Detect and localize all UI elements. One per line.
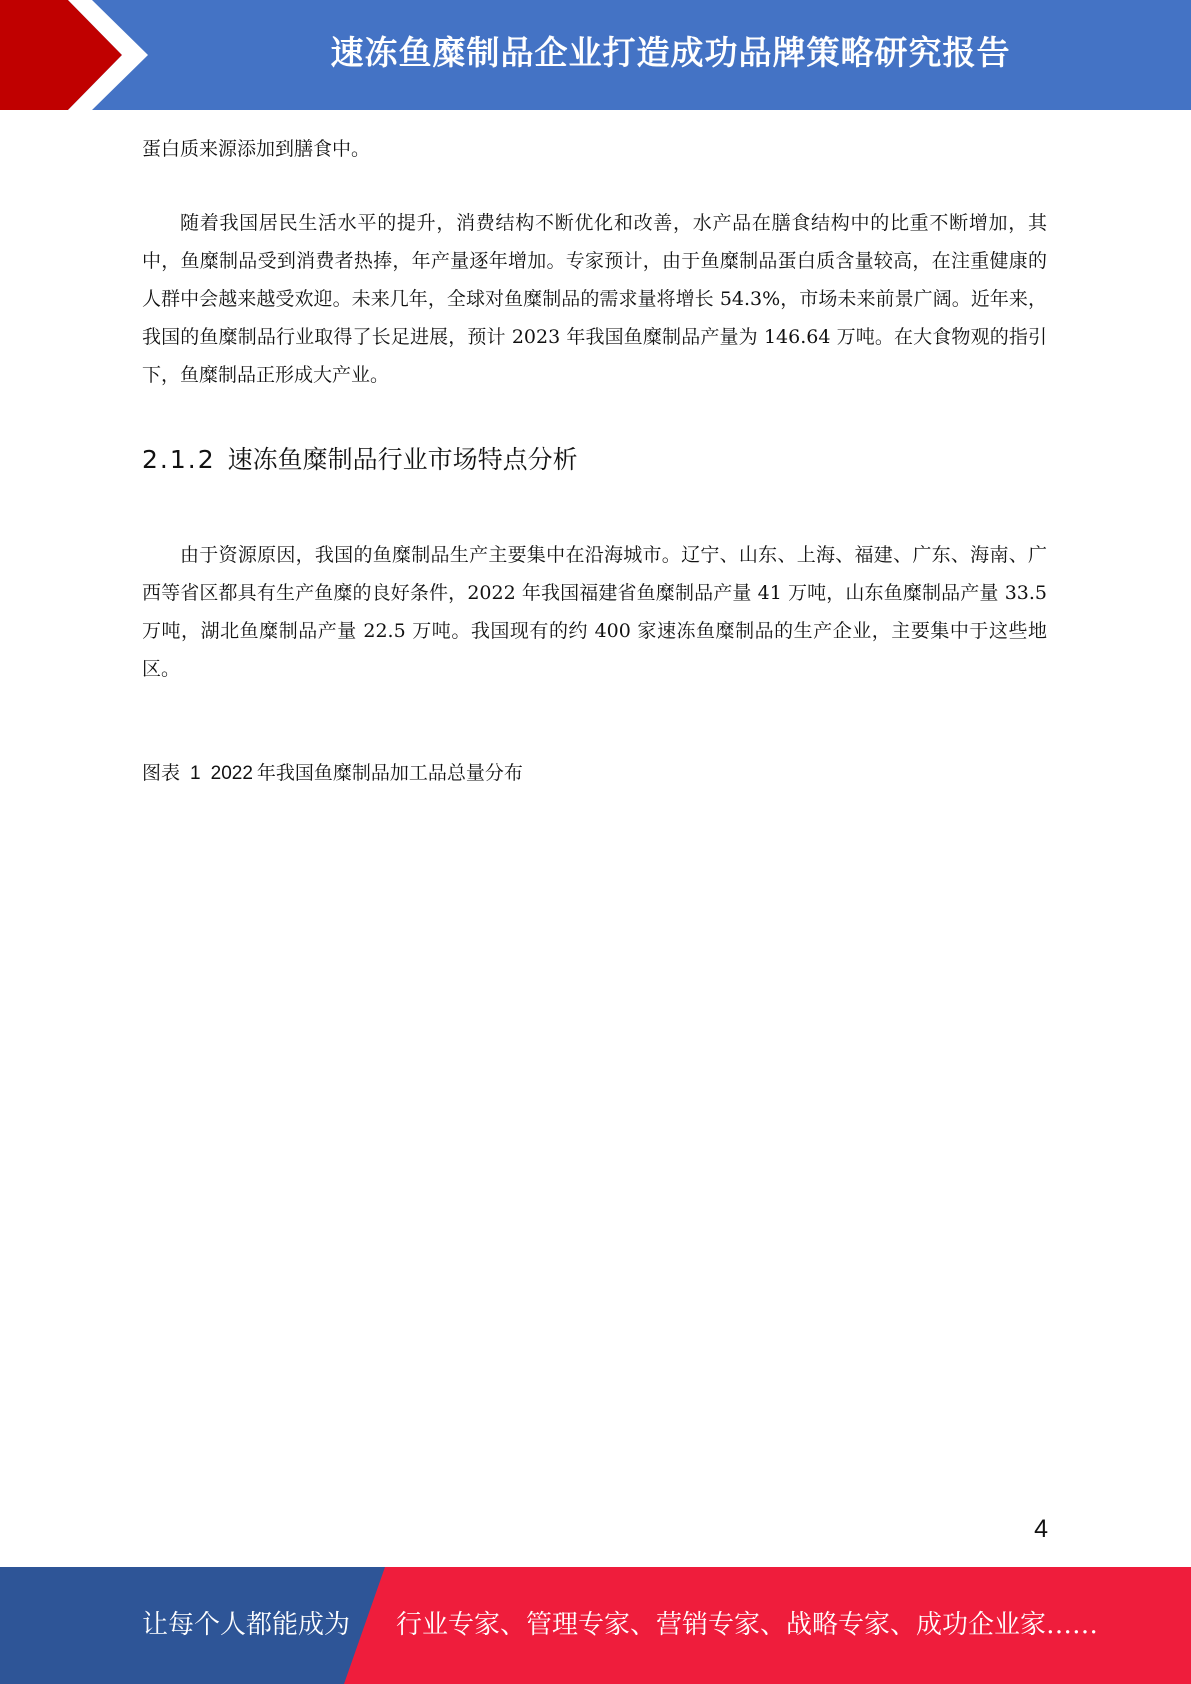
paragraph-market-growth: 随着我国居民生活水平的提升，消费结构不断优化和改善，水产品在膳食结构中的比重不断增加，其中，鱼糜制品受到消费者热捧，年产量逐年增加。专家预计，由于鱼糜制品蛋白质含量较高，在注重健康的人群中会越来越受欢迎。未来几年，全球对鱼糜制品的需求量将增长 54.3%，市场未来前景广阔。近年来，我国的鱼糜制品行业取得了长足进展，预计 2023 年我国鱼糜制品产量为 146.64 万吨。在大食物观的指引下，鱼糜制品正形成大产业。 [142, 212, 1047, 386]
figure-caption [142, 754, 1047, 793]
footer-slogan-left: 让每个人都能成为 [142, 1610, 351, 1640]
report-title: 速冻鱼糜制品企业打造成功品牌策略研究报告 [330, 33, 1011, 72]
section-heading [142, 440, 1047, 480]
header-banner [0, 0, 1191, 110]
document-body [142, 130, 1047, 793]
footer-slogan-right: 行业专家、管理专家、营销专家、战略专家、成功企业家…… [396, 1610, 1099, 1640]
section-title: 速冻鱼糜制品行业市场特点分析 [227, 445, 578, 474]
figure-caption-text: 年我国鱼糜制品加工品总量分布 [256, 762, 523, 784]
section-number: 2.1.2 [142, 445, 216, 474]
figure-number: 1 [190, 763, 201, 784]
figure-year: 2022 [210, 763, 253, 784]
header-arrow-decoration [0, 0, 160, 110]
page-number: 4 [1034, 1515, 1048, 1543]
paragraph-regional-distribution: 由于资源原因，我国的鱼糜制品生产主要集中在沿海城市。辽宁、山东、上海、福建、广东、海南、广西等省区都具有生产鱼糜的良好条件，2022 年我国福建省鱼糜制品产量 41 万吨，山东鱼糜制品产量 33.5 万吨，湖北鱼糜制品产量 22.5 万吨。我国现有的约 400 家速冻鱼糜制品的生产企业，主要集中于这些地区。 [142, 544, 1047, 680]
footer-banner [0, 1567, 1191, 1684]
figure-label: 图表 [142, 762, 181, 784]
paragraph-continuation: 蛋白质来源添加到膳食中。 [142, 138, 371, 160]
